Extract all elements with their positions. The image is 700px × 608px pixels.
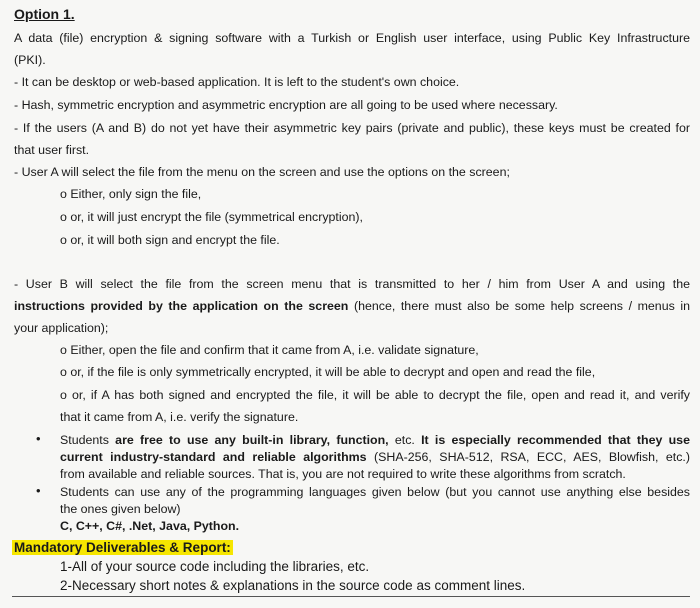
mandatory-heading: Mandatory Deliverables & Report:: [14, 540, 231, 555]
languages-list: C, C++, C#, .Net, Java, Python.: [60, 519, 240, 533]
bullet-1-line-1: Students are free to use any built-in library, function, etc. It is especially recommended that they use: [60, 433, 690, 447]
bottom-divider: [12, 596, 690, 597]
intro-line-2: (PKI).: [14, 53, 46, 67]
user-a-option-2: o or, it will just encrypt the file (symmetrical encryption),: [60, 210, 363, 224]
bullet-2-line-2: the ones given below): [60, 502, 181, 516]
user-b-option-3-line-2: that it came from A, i.e. verify the signature.: [60, 410, 299, 424]
bullet-icon: •: [36, 431, 41, 446]
user-b-bold: instructions provided by the application on the screen: [14, 299, 349, 313]
user-b-line-3: your application);: [14, 321, 109, 335]
deliverable-2: 2-Necessary short notes & explanations in the source code as comment lines.: [60, 578, 526, 593]
user-b-option-1: o Either, open the file and confirm that it came from A, i.e. validate signature,: [60, 343, 479, 357]
requirement-4: - User A will select the file from the menu on the screen and use the options on the screen;: [14, 165, 510, 179]
option-title: Option 1.: [14, 6, 75, 22]
bullet-2-line-1: Students can use any of the programming languages given below (but you cannot use anything else besides: [60, 485, 690, 499]
user-a-option-3: o or, it will both sign and encrypt the file.: [60, 233, 280, 247]
user-b-option-2: o or, if the file is only symmetrically encrypted, it will be able to decrypt and open and read the file,: [60, 365, 596, 379]
requirement-1: - It can be desktop or web-based application. It is left to the student's own choice.: [14, 75, 460, 89]
requirement-2: - Hash, symmetric encryption and asymmetric encryption are all going to be used where necessary.: [14, 98, 558, 112]
deliverable-1: 1-All of your source code including the libraries, etc.: [60, 559, 370, 574]
bullet-1-line-2: current industry-standard and reliable algorithms (SHA-256, SHA-512, RSA, ECC, AES, Blowfish, etc.): [60, 450, 690, 464]
user-a-option-1: o Either, only sign the file,: [60, 187, 202, 201]
user-b-option-3-line-1: o or, if A has both signed and encrypted the file, it will be able to decrypt the file, open and read it, and verify: [60, 388, 690, 402]
requirement-3-line-2: that user first.: [14, 143, 90, 157]
intro-line-1: A data (file) encryption & signing software with a Turkish or English user interface, using Public Key Infrastructure: [14, 31, 690, 45]
bullet-1-line-3: from available and reliable sources. That is, you are not required to write these algorithms from scratch.: [60, 467, 626, 481]
user-b-rest: (hence, there must also be some help screens / menus in: [353, 299, 691, 313]
user-b-line-2: [14, 298, 690, 314]
mandatory-heading-row: [12, 540, 233, 556]
bullet-icon: •: [36, 483, 41, 498]
user-b-line-1: - User B will select the file from the screen menu that is transmitted to her / him from User A and using the: [14, 277, 690, 291]
requirement-3-line-1: - If the users (A and B) do not yet have their asymmetric key pairs (private and public), these keys must be created for: [14, 121, 690, 135]
